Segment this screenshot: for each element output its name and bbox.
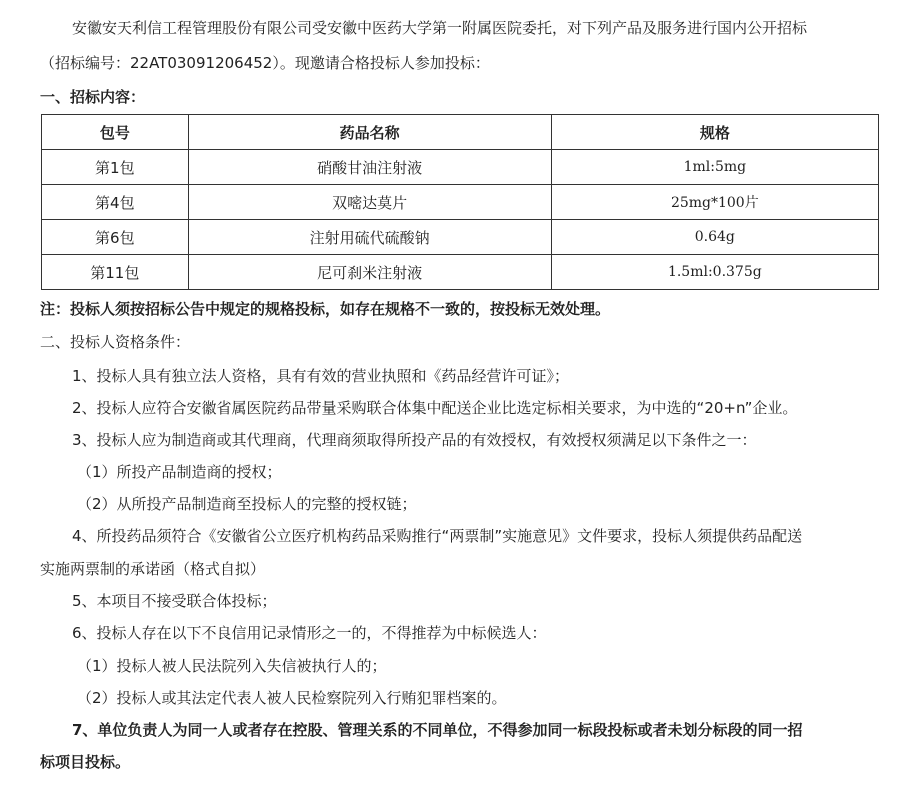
intro-line-2: （招标编号：22AT03091206452）。现邀请合格投标人参加投标： xyxy=(40,54,490,72)
header-drug-name: 药品名称 xyxy=(188,115,551,150)
table-row xyxy=(42,185,879,220)
cell-drug-name: 注射用硫代硫酸钠 xyxy=(188,220,551,255)
qualification-item-6-sub-2: （2）投标人或其法定代表人被人民检察院列入行贿犯罪档案的。 xyxy=(77,689,507,707)
qualification-item-7: 7、单位负责人为同一人或者存在控股、管理关系的不同单位，不得参加同一标段投标或者未划分标段的同一招 xyxy=(72,721,803,739)
cell-specification: 1ml:5mg xyxy=(551,150,878,185)
intro-line-1: 安徽安天利信工程管理股份有限公司受安徽中医药大学第一附属医院委托，对下列产品及服务进行国内公开招标 xyxy=(72,19,808,37)
cell-package-no: 第1包 xyxy=(42,150,189,185)
cell-package-no: 第4包 xyxy=(42,185,189,220)
table-header-row xyxy=(42,115,879,150)
cell-specification: 25mg*100片 xyxy=(551,185,878,220)
header-specification: 规格 xyxy=(551,115,878,150)
cell-drug-name: 硝酸甘油注射液 xyxy=(188,150,551,185)
bid-items-table xyxy=(41,114,879,290)
section-1-title: 一、招标内容： xyxy=(40,88,146,106)
qualification-item-3: 3、投标人应为制造商或其代理商，代理商须取得所投产品的有效授权，有效授权须满足以下条件之一： xyxy=(72,431,757,449)
cell-package-no: 第11包 xyxy=(42,255,189,290)
qualification-item-3-sub-2: （2）从所投产品制造商至投标人的完整的授权链； xyxy=(77,495,417,513)
section-2-title: 二、投标人资格条件： xyxy=(40,333,191,351)
qualification-item-7-continued: 标项目投标。 xyxy=(40,753,131,771)
qualification-item-3-sub-1: （1）所投产品制造商的授权； xyxy=(77,463,282,481)
qualification-item-6-sub-1: （1）投标人被人民法院列入失信被执行人的； xyxy=(77,657,387,675)
table-row xyxy=(42,255,879,290)
header-package-no: 包号 xyxy=(42,115,189,150)
qualification-item-4: 4、所投药品须符合《安徽省公立医疗机构药品采购推行“两票制”实施意见》文件要求，投标人须提供药品配送 xyxy=(72,527,803,545)
table-row xyxy=(42,150,879,185)
cell-package-no: 第6包 xyxy=(42,220,189,255)
table-row xyxy=(42,220,879,255)
qualification-item-2: 2、投标人应符合安徽省属医院药品带量采购联合体集中配送企业比选定标相关要求，为中选的“20+n”企业。 xyxy=(72,399,798,417)
cell-drug-name: 双嘧达莫片 xyxy=(188,185,551,220)
cell-specification: 0.64g xyxy=(551,220,878,255)
qualification-item-6: 6、投标人存在以下不良信用记录情形之一的，不得推荐为中标候选人： xyxy=(72,624,547,642)
cell-drug-name: 尼可刹米注射液 xyxy=(188,255,551,290)
qualification-item-5: 5、本项目不接受联合体投标； xyxy=(72,592,277,610)
cell-specification: 1.5ml:0.375g xyxy=(551,255,878,290)
qualification-item-1: 1、投标人具有独立法人资格，具有有效的营业执照和《药品经营许可证》； xyxy=(72,367,570,385)
qualification-item-4-continued: 实施两票制的承诺函（格式自拟） xyxy=(40,560,266,578)
spec-note: 注：投标人须按招标公告中规定的规格投标，如存在规格不一致的，按投标无效处理。 xyxy=(40,300,611,318)
